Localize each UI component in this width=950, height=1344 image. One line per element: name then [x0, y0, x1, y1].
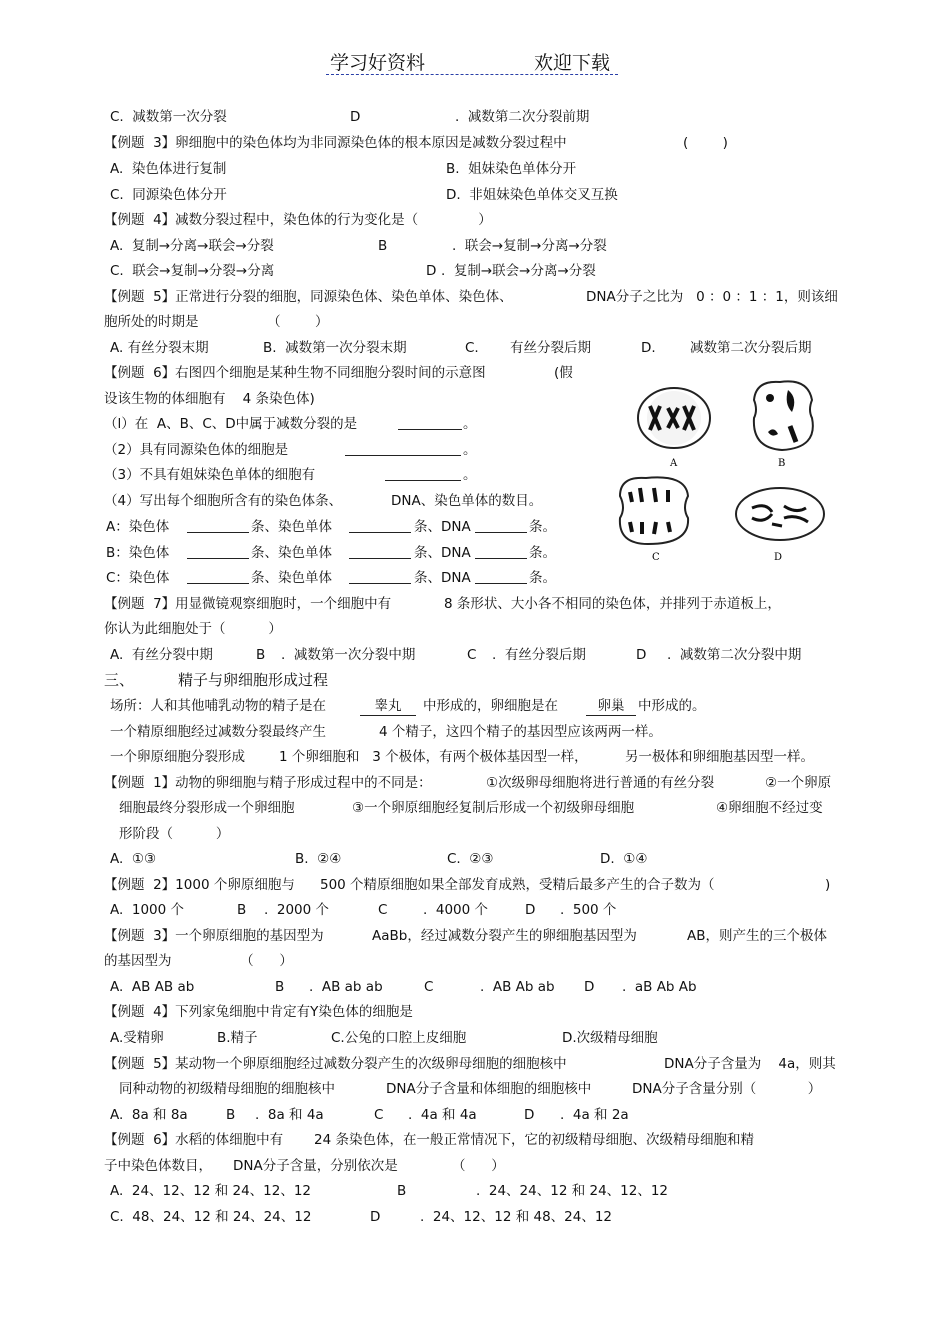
- option: B. 减数第一次分裂末期: [263, 340, 407, 356]
- answer-paren: ( ): [683, 135, 728, 151]
- option: . 500 个: [560, 902, 617, 918]
- option: . 8a 和 4a: [255, 1107, 324, 1123]
- punct: 。: [463, 467, 477, 483]
- cell-division-figure: [612, 374, 862, 570]
- question-text: DNA分子含量分别（ ）: [632, 1081, 822, 1097]
- cell-c: [620, 477, 688, 563]
- answer-paren: ): [825, 877, 831, 893]
- option: D.次级精母细胞: [562, 1030, 658, 1046]
- question-text: DNA分子之比为 0 ：0 ：1 ：1，则该细: [586, 289, 838, 305]
- option: B. 姐妹染色单体分开: [446, 161, 577, 177]
- option: D: [584, 979, 595, 995]
- question-text: DNA分子含量和体细胞的细胞核中: [386, 1081, 592, 1097]
- question-text: ②一个卵原: [765, 775, 832, 791]
- option: . 24、24、12 和 24、12、12: [476, 1183, 669, 1199]
- text-line: 场所：人和其他哺乳动物的精子是在: [110, 698, 326, 714]
- option: C.: [465, 340, 479, 356]
- option: A. 1000 个: [110, 902, 185, 918]
- figure-label-a: A: [670, 458, 678, 469]
- header-right: 欢迎下载: [534, 52, 611, 74]
- question-text: 设该生物的体细胞有 4 条染色体): [104, 391, 315, 407]
- text-line: 中形成的，卵细胞是在: [423, 698, 558, 714]
- question-text: 形阶段（ ）: [119, 826, 230, 842]
- text-line: 4 个精子，这四个精子的基因型应该两两一样。: [379, 724, 662, 740]
- option: A. 8a 和 8a: [110, 1107, 188, 1123]
- question-text: 【例题 5】某动物一个卵原细胞经过减数分裂产生的次级卵母细胞的细胞核中: [104, 1056, 567, 1072]
- answer-blank[interactable]: [475, 518, 527, 538]
- section-number: 三、: [104, 671, 135, 689]
- answer-blank[interactable]: [187, 518, 249, 538]
- figure-label-d: D: [774, 552, 783, 563]
- option: C: [424, 979, 434, 995]
- option: B: [237, 902, 247, 918]
- sub-question: （4）写出每个细胞所含有的染色体条、: [104, 493, 343, 509]
- option: B.精子: [217, 1030, 258, 1046]
- question-text: ③一个卵原细胞经复制后形成一个初级卵母细胞: [352, 800, 635, 816]
- text-line: 1 个卵细胞和 3 个极体，有两个极体基因型一样，: [279, 749, 588, 765]
- option: A. 有丝分裂末期: [110, 340, 209, 356]
- option: D. 非姐妹染色单体交叉互换: [446, 187, 618, 203]
- row-label: C：染色体: [106, 570, 170, 586]
- option: C: [467, 647, 477, 663]
- sub-question: （2）具有同源染色体的细胞是: [104, 442, 289, 458]
- option: . 有丝分裂后期: [492, 647, 586, 663]
- option: B: [378, 238, 388, 254]
- option: . 减数第二次分裂中期: [667, 647, 802, 663]
- option: 减数第二次分裂后期: [690, 340, 812, 356]
- sub-question: DNA、染色单体的数目。: [391, 493, 543, 509]
- question-text: 子中染色体数目，: [104, 1158, 212, 1174]
- option: A. ①③: [110, 851, 157, 867]
- option: D. ①④: [600, 851, 648, 867]
- question-text: DNA分子含量为 4a，则其: [664, 1056, 836, 1072]
- question-text: 【例题 5】正常进行分裂的细胞，同源染色体、染色单体、染色体、: [104, 289, 513, 305]
- option: C: [374, 1107, 384, 1123]
- question-text: 【例题 4】减数分裂过程中，染色体的行为变化是（ ）: [104, 212, 492, 228]
- option: . 4000 个: [423, 902, 489, 918]
- question-text: 的基因型为 （ ）: [104, 953, 293, 969]
- punct: 。: [463, 442, 477, 458]
- question-text: 【例题 4】下列家兔细胞中肯定有Y染色体的细胞是: [104, 1004, 413, 1020]
- answer-blank[interactable]: [475, 544, 527, 564]
- answer-blank[interactable]: [349, 569, 411, 589]
- text-line: 条、DNA: [414, 570, 471, 586]
- sub-question: （3）不具有姐妹染色单体的细胞有: [104, 467, 316, 483]
- question-text: 500 个精原细胞如果全部发育成熟，受精后最多产生的合子数为（: [320, 877, 715, 893]
- page-header: [326, 46, 618, 75]
- option: A. 有丝分裂中期: [110, 647, 213, 663]
- sub-question: （l）在 A、B、C、D中属于减数分裂的是: [104, 416, 358, 432]
- text-line: 一个精原细胞经过减数分裂最终产生: [110, 724, 326, 740]
- question-text: ①次级卵母细胞将进行普通的有丝分裂: [486, 775, 715, 791]
- answer-blank[interactable]: [345, 441, 461, 461]
- question-text: 同种动物的初级精母细胞的细胞核中: [119, 1081, 335, 1097]
- cell-d: [736, 488, 824, 563]
- text-line: 条。: [529, 545, 556, 561]
- option: C. 48、24、12 和 24、24、12: [110, 1209, 312, 1225]
- question-text: (假: [554, 365, 573, 381]
- question-text: 胞所处的时期是 （ ）: [104, 314, 329, 330]
- option: D.: [641, 340, 656, 356]
- option: D: [370, 1209, 381, 1225]
- text-line: 条。: [529, 519, 556, 535]
- option: . 2000 个: [264, 902, 330, 918]
- question-text: 24 条染色体，在一般正常情况下，它的初级精母细胞、次级精母细胞和精: [314, 1132, 754, 1148]
- question-text: 【例题 3】一个卵原细胞的基因型为: [104, 928, 324, 944]
- filled-blank: 卵巢: [586, 697, 636, 716]
- answer-blank[interactable]: [187, 544, 249, 564]
- option: C.公兔的口腔上皮细胞: [331, 1030, 467, 1046]
- option: . 4a 和 4a: [408, 1107, 477, 1123]
- option: . 复制→联会→分离→分裂: [441, 263, 596, 279]
- text-line: 一个卵原细胞分裂形成: [110, 749, 245, 765]
- answer-blank[interactable]: [385, 466, 461, 486]
- option: B: [397, 1183, 407, 1199]
- text-line: 另一极体和卵细胞基因型一样。: [625, 749, 814, 765]
- text-line: 中形成的。: [638, 698, 706, 714]
- option: D: [636, 647, 647, 663]
- question-text: 【例题 2】1000 个卵原细胞与: [104, 877, 295, 893]
- option: A. AB AB ab: [110, 979, 195, 995]
- question-text: 【例题 6】右图四个细胞是某种生物不同细胞分裂时间的示意图: [104, 365, 486, 381]
- option: D: [525, 902, 536, 918]
- question-text: AB，则产生的三个极体: [687, 928, 827, 944]
- answer-paren: （ ）: [452, 1158, 505, 1174]
- answer-blank[interactable]: [475, 569, 527, 589]
- option: D: [524, 1107, 535, 1123]
- text-line: . 减数第二次分裂前期: [455, 109, 590, 125]
- option: B: [275, 979, 285, 995]
- question-text: 【例题 7】用显微镜观察细胞时，一个细胞中有: [104, 596, 392, 612]
- question-text: AaBb，经过减数分裂产生的卵细胞基因型为: [372, 928, 637, 944]
- section-title: 精子与卵细胞形成过程: [178, 671, 329, 689]
- option: C. 同源染色体分开: [110, 187, 227, 203]
- option: . AB ab ab: [309, 979, 383, 995]
- option: C: [378, 902, 388, 918]
- row-label: B：染色体: [106, 545, 170, 561]
- text-line: 条、染色单体: [251, 570, 332, 586]
- option: . 4a 和 2a: [560, 1107, 629, 1123]
- question-text: 8 条形状、大小各不相同的染色体，并排列于赤道板上，: [444, 596, 781, 612]
- option: B. ②④: [295, 851, 342, 867]
- row-label: A：染色体: [106, 519, 170, 535]
- figure-label-b: B: [778, 458, 786, 469]
- text-line: C. 减数第一次分裂: [110, 109, 227, 125]
- option: . aB Ab Ab: [622, 979, 697, 995]
- text-line: 条、染色单体: [251, 545, 332, 561]
- option: 有丝分裂后期: [510, 340, 591, 356]
- option: . 减数第一次分裂中期: [281, 647, 416, 663]
- option: . 24、12、12 和 48、24、12: [420, 1209, 613, 1225]
- option: A. 复制→分离→联会→分裂: [110, 238, 274, 254]
- answer-blank[interactable]: [349, 518, 411, 538]
- figure-label-c: C: [652, 552, 660, 563]
- header-left: 学习好资料: [330, 52, 426, 74]
- answer-blank[interactable]: [187, 569, 249, 589]
- answer-blank[interactable]: [398, 415, 462, 435]
- option: C. 联会→复制→分裂→分离: [110, 263, 275, 279]
- option: A.受精卵: [110, 1030, 164, 1046]
- filled-blank: 睾丸: [360, 697, 416, 716]
- question-text: DNA分子含量，分别依次是: [233, 1158, 398, 1174]
- option: . 联会→复制→分离→分裂: [452, 238, 607, 254]
- option: C. ②③: [447, 851, 494, 867]
- question-text: 【例题 3】卵细胞中的染色体均为非同源染色体的根本原因是减数分裂过程中: [104, 135, 567, 151]
- question-text: 你认为此细胞处于（ ）: [104, 621, 282, 637]
- punct: 。: [463, 416, 477, 432]
- question-text: 细胞最终分裂形成一个卵细胞: [119, 800, 295, 816]
- option: . AB Ab ab: [480, 979, 555, 995]
- text-line: 条、DNA: [414, 519, 471, 535]
- cell-a: [638, 388, 710, 469]
- option: B: [226, 1107, 236, 1123]
- answer-blank[interactable]: [349, 544, 411, 564]
- text-line: 条。: [529, 570, 556, 586]
- option: A. 染色体进行复制: [110, 161, 227, 177]
- text-line: 条、染色单体: [251, 519, 332, 535]
- question-text: 【例题 6】水稻的体细胞中有: [104, 1132, 284, 1148]
- question-text: 【例题 1】动物的卵细胞与精子形成过程中的不同是：: [104, 775, 432, 791]
- question-text: ④卵细胞不经过变: [716, 800, 823, 816]
- option: B: [256, 647, 266, 663]
- option: D: [426, 263, 437, 279]
- cell-b: [754, 381, 813, 469]
- option: A. 24、12、12 和 24、12、12: [110, 1183, 312, 1199]
- text-line: D: [350, 109, 361, 125]
- text-line: 条、DNA: [414, 545, 471, 561]
